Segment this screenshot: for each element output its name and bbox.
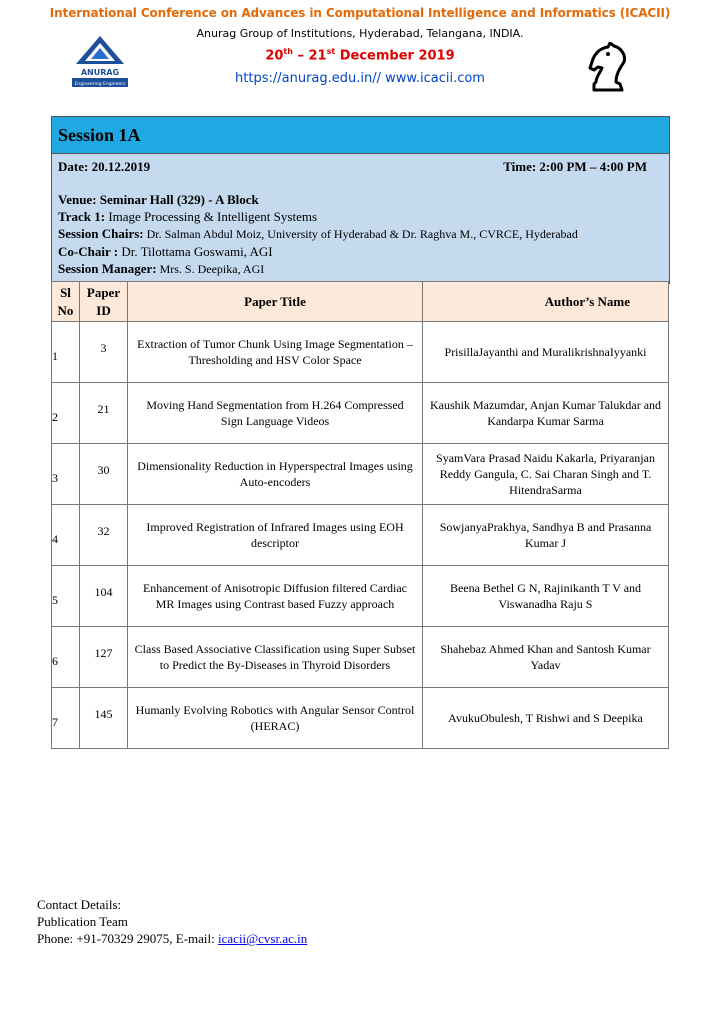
row-author: Kaushik Mazumdar, Anjan Kumar Talukdar and Kandarpa Kumar Sarma	[423, 383, 669, 444]
row-author: Shahebaz Ahmed Khan and Santosh Kumar Yadav	[423, 627, 669, 688]
contact-email-link[interactable]: icacii@cvsr.ac.in	[218, 931, 308, 946]
row-paper-id: 30	[80, 444, 128, 505]
session-chairs: Session Chairs: Dr. Salman Abdul Moiz, University of Hyderabad & Dr. Raghva M., CVRCE, Hyderabad	[58, 226, 578, 241]
session-box	[51, 116, 670, 284]
row-paper-title: Dimensionality Reduction in Hyperspectral Images using Auto-encoders	[128, 444, 423, 505]
contact-phone-email: Phone: +91-70329 29075, E-mail: icacii@cvsr.ac.in	[37, 931, 308, 946]
row-sl: 5	[52, 566, 80, 627]
row-author: AvukuObulesh, T Rishwi and S Deepika	[423, 688, 669, 749]
conference-title: International Conference on Advances in Computational Intelligence and Informatics (ICACII)	[49, 6, 671, 20]
contact-block	[37, 896, 307, 947]
date-time-row	[58, 158, 663, 175]
row-paper-title: Class Based Associative Classification using Super Subset to Predict the By-Diseases in Thyroid Disorders	[128, 627, 423, 688]
row-paper-id: 127	[80, 627, 128, 688]
row-author: PrisillaJayanthi and MuralikrishnaIyyanki	[423, 322, 669, 383]
contact-team: Publication Team	[37, 914, 128, 929]
table-header-row	[52, 282, 669, 322]
row-author: SowjanyaPrakhya, Sandhya B and Prasanna Kumar J	[423, 505, 669, 566]
row-sl: 3	[52, 444, 80, 505]
header-sl: Sl No	[52, 282, 80, 322]
logo-tagline: Engineering Engineers	[74, 82, 126, 87]
row-author: Beena Bethel G N, Rajinikanth T V and Viswanadha Raju S	[423, 566, 669, 627]
session-title: Session 1A	[52, 117, 669, 154]
row-paper-title: Humanly Evolving Robotics with Angular Sensor Control (HERAC)	[128, 688, 423, 749]
anurag-logo	[64, 34, 136, 92]
table-row	[52, 444, 669, 505]
row-sl: 7	[52, 688, 80, 749]
contact-heading: Contact Details:	[37, 897, 122, 912]
table-row	[52, 322, 669, 383]
header-paper-id: Paper ID	[80, 282, 128, 322]
row-author: SyamVara Prasad Naidu Kakarla, Priyaranjan Reddy Gangula, C. Sai Charan Singh and T. HitendraSarma	[423, 444, 669, 505]
session-venue: Venue: Seminar Hall (329) - A Block	[58, 192, 259, 207]
table-row	[52, 505, 669, 566]
table-row	[52, 566, 669, 627]
institution-line: Anurag Group of Institutions, Hyderabad, Telangana, INDIA.	[196, 27, 524, 40]
table-row	[52, 627, 669, 688]
row-sl: 4	[52, 505, 80, 566]
row-paper-id: 3	[80, 322, 128, 383]
table-row	[52, 688, 669, 749]
session-date: Date: 20.12.2019	[58, 159, 151, 174]
row-paper-id: 145	[80, 688, 128, 749]
session-info	[52, 154, 669, 283]
knight-logo-icon	[586, 42, 630, 92]
logo-wordmark: ANURAG	[80, 68, 120, 77]
session-manager: Session Manager: Mrs. S. Deepika, AGI	[58, 261, 265, 276]
conference-urls[interactable]: https://anurag.edu.in// www.icacii.com	[235, 71, 485, 86]
row-sl: 6	[52, 627, 80, 688]
conference-dates: 20th – 21st December 2019	[265, 47, 455, 64]
header-author: Author’s Name	[423, 282, 669, 322]
session-track: Track 1: Image Processing & Intelligent Systems	[58, 209, 318, 224]
table-row	[52, 383, 669, 444]
header-paper-title: Paper Title	[128, 282, 423, 322]
row-sl: 1	[52, 322, 80, 383]
row-paper-id: 21	[80, 383, 128, 444]
row-paper-title: Moving Hand Segmentation from H.264 Compressed Sign Language Videos	[128, 383, 423, 444]
session-time: Time: 2:00 PM – 4:00 PM	[503, 159, 647, 174]
row-paper-title: Enhancement of Anisotropic Diffusion filtered Cardiac MR Images using Contrast based Fuzzy approach	[128, 566, 423, 627]
row-paper-title: Extraction of Tumor Chunk Using Image Segmentation – Thresholding and HSV Color Space	[128, 322, 423, 383]
session-cochair: Co-Chair : Dr. Tilottama Goswami, AGI	[58, 244, 273, 259]
row-sl: 2	[52, 383, 80, 444]
row-paper-id: 32	[80, 505, 128, 566]
row-paper-id: 104	[80, 566, 128, 627]
row-paper-title: Improved Registration of Infrared Images using EOH descriptor	[128, 505, 423, 566]
papers-table	[51, 281, 669, 749]
